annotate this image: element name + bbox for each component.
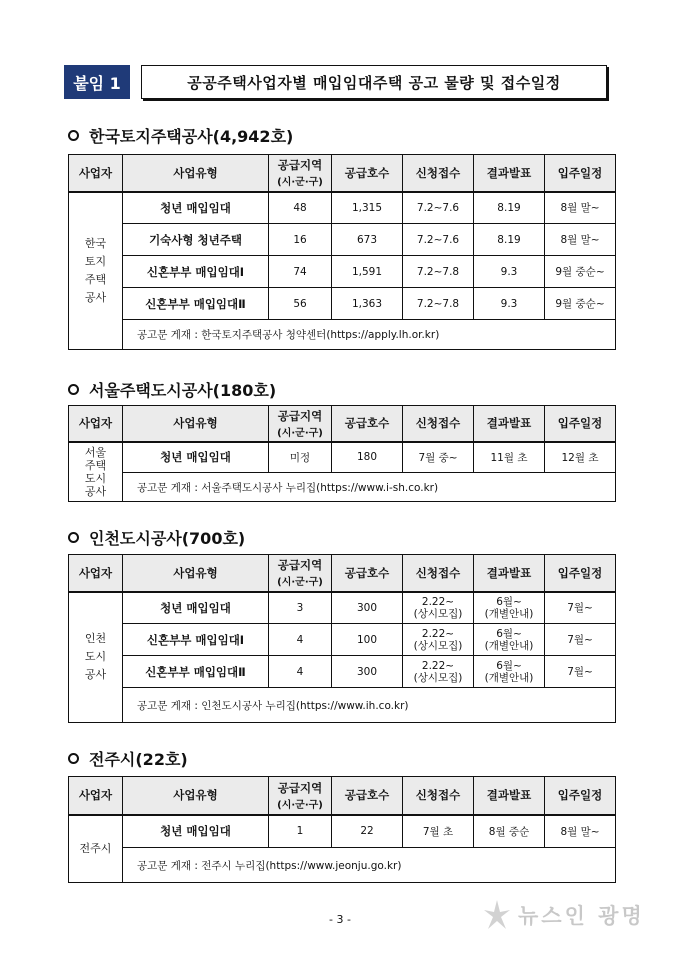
header-movein: 입주일정 <box>545 555 616 592</box>
table-row: 신혼부부 매입임대Ⅰ 74 1,591 7.2~7.8 9.3 9월 중순~ <box>69 256 616 288</box>
table-sh <box>68 405 616 502</box>
table-lh <box>68 154 616 350</box>
header-provider: 사업자 <box>69 777 123 815</box>
provider-name: 전주시 <box>69 815 123 883</box>
header-region: 공급지역 (시·군·구) <box>269 155 332 192</box>
header-movein: 입주일정 <box>545 777 616 815</box>
header-type: 사업유형 <box>123 777 269 815</box>
header-units: 공급호수 <box>332 555 403 592</box>
appendix-header <box>64 65 607 99</box>
header-type: 사업유형 <box>123 155 269 192</box>
bullet-icon <box>68 532 79 543</box>
header-type: 사업유형 <box>123 555 269 592</box>
header-result: 결과발표 <box>474 155 545 192</box>
header-movein: 입주일정 <box>545 406 616 442</box>
appendix-tag: 붙임 1 <box>64 65 130 99</box>
table-jeonju <box>68 776 616 883</box>
watermark-logo-icon <box>482 898 512 932</box>
section-heading-lh: 한국토지주택공사(4,942호) <box>68 124 293 147</box>
table-row: 신혼부부 매입임대Ⅰ 4 100 2.22~ (상시모집) 6월~ (개별안내) 7월~ <box>69 624 616 656</box>
table-ih <box>68 554 616 723</box>
header-apply: 신청접수 <box>403 406 474 442</box>
header-type: 사업유형 <box>123 406 269 442</box>
bullet-icon <box>68 384 79 395</box>
table-row: 서울 주택 도시 공사 청년 매입임대 미정 180 7월 중~ 11월 초 12월 초 <box>69 442 616 473</box>
table-row: 기숙사형 청년주택 16 673 7.2~7.6 8.19 8월 말~ <box>69 224 616 256</box>
section-heading-jeonju: 전주시(22호) <box>68 747 188 770</box>
header-result: 결과발표 <box>474 777 545 815</box>
header-provider: 사업자 <box>69 155 123 192</box>
bullet-icon <box>68 753 79 764</box>
section-heading-sh: 서울주택도시공사(180호) <box>68 378 276 401</box>
bullet-icon <box>68 130 79 141</box>
header-region: 공급지역 (시·군·구) <box>269 777 332 815</box>
table-row: 신혼부부 매입임대Ⅱ 56 1,363 7.2~7.8 9.3 9월 중순~ <box>69 288 616 320</box>
watermark: 뉴스인 광명 <box>482 898 645 932</box>
table-row: 신혼부부 매입임대Ⅱ 4 300 2.22~ (상시모집) 6월~ (개별안내) 7월~ <box>69 656 616 688</box>
header-units: 공급호수 <box>332 777 403 815</box>
table-row: 한국 토지 주택 공사 청년 매입임대 48 1,315 7.2~7.6 8.19 8월 말~ <box>69 192 616 224</box>
header-region: 공급지역 (시·군·구) <box>269 406 332 442</box>
page-number: - 3 - <box>329 913 351 926</box>
header-apply: 신청접수 <box>403 777 474 815</box>
section-heading-ih: 인천도시공사(700호) <box>68 526 245 549</box>
table-row: 전주시 청년 매입임대 1 22 7월 초 8월 중순 8월 말~ <box>69 815 616 848</box>
announcement-note: 공고문 게재 : 서울주택도시공사 누리집(https://www.i-sh.co.kr) <box>123 473 616 502</box>
announcement-note: 공고문 게재 : 전주시 누리집(https://www.jeonju.go.kr) <box>123 848 616 883</box>
header-provider: 사업자 <box>69 555 123 592</box>
provider-name: 서울 주택 도시 공사 <box>69 442 123 502</box>
header-units: 공급호수 <box>332 155 403 192</box>
header-provider: 사업자 <box>69 406 123 442</box>
provider-name: 인천 도시 공사 <box>69 592 123 723</box>
header-region: 공급지역 (시·군·구) <box>269 555 332 592</box>
appendix-title: 공공주택사업자별 매입임대주택 공고 물량 및 접수일정 <box>141 65 607 99</box>
announcement-note: 공고문 게재 : 한국토지주택공사 청약센터(https://apply.lh.or.kr) <box>123 320 616 350</box>
header-apply: 신청접수 <box>403 555 474 592</box>
header-movein: 입주일정 <box>545 155 616 192</box>
provider-name: 한국 토지 주택 공사 <box>69 192 123 350</box>
header-units: 공급호수 <box>332 406 403 442</box>
header-apply: 신청접수 <box>403 155 474 192</box>
announcement-note: 공고문 게재 : 인천도시공사 누리집(https://www.ih.co.kr) <box>123 688 616 723</box>
table-row: 인천 도시 공사 청년 매입임대 3 300 2.22~ (상시모집) 6월~ (개별안내) 7월~ <box>69 592 616 624</box>
header-result: 결과발표 <box>474 406 545 442</box>
header-result: 결과발표 <box>474 555 545 592</box>
